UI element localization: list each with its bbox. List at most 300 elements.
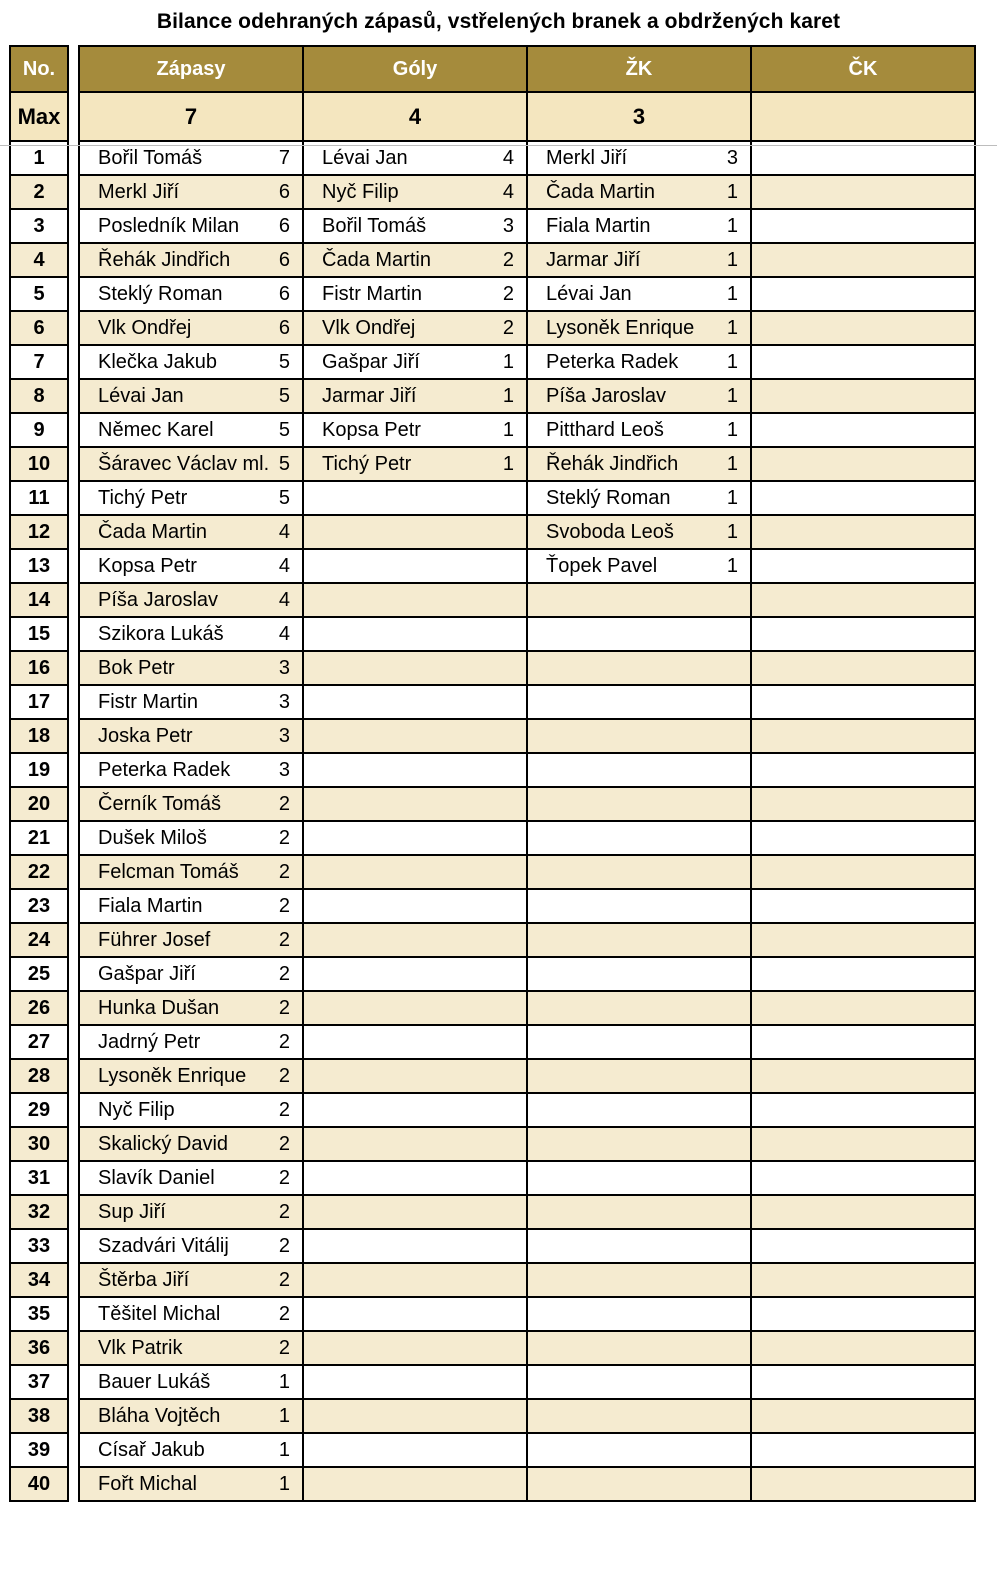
matches-count: 2 (278, 1234, 290, 1257)
row-number: 13 (10, 549, 68, 583)
goals-cell (303, 1093, 527, 1127)
matches-count: 6 (278, 214, 290, 237)
goals-cell (303, 311, 527, 345)
goals-cell (303, 447, 527, 481)
row-number: 20 (10, 787, 68, 821)
table-row (10, 821, 68, 855)
table-row (10, 175, 68, 209)
matches-player-name: Posledník Milan (98, 214, 240, 237)
matches-count: 5 (278, 486, 290, 509)
red-cards-cell (751, 1059, 975, 1093)
yellow-cards-cell (527, 787, 751, 821)
table-row (10, 1467, 68, 1501)
matches-player-name: Tichý Petr (98, 486, 188, 509)
red-cards-cell (751, 345, 975, 379)
yellow-cards-cell (527, 311, 751, 345)
matches-player-name: Těšitel Michal (98, 1302, 221, 1325)
yellow-cards-count: 1 (726, 384, 738, 407)
table-row (79, 855, 975, 889)
yellow-cards-cell (527, 651, 751, 685)
matches-player-name: Bláha Vojtěch (98, 1404, 221, 1427)
max-label: Max (10, 92, 68, 141)
matches-player-name: Šáravec Václav ml. (98, 452, 270, 475)
yellow-cards-cell (527, 991, 751, 1025)
row-number: 2 (10, 175, 68, 209)
red-cards-cell (751, 447, 975, 481)
matches-cell (79, 1365, 303, 1399)
matches-cell (79, 481, 303, 515)
table-row (10, 957, 68, 991)
red-cards-cell (751, 481, 975, 515)
goals-cell (303, 243, 527, 277)
goals-cell (303, 549, 527, 583)
table-row (79, 685, 975, 719)
yellow-cards-player-name: Ťopek Pavel (546, 554, 658, 577)
goals-player-name: Čada Martin (322, 248, 431, 271)
row-number: 11 (10, 481, 68, 515)
yellow-cards-cell (527, 515, 751, 549)
matches-player-name: Řehák Jindřich (98, 248, 231, 271)
goals-cell (303, 1161, 527, 1195)
matches-count: 5 (278, 418, 290, 441)
matches-cell (79, 549, 303, 583)
table-row (10, 1263, 68, 1297)
matches-player-name: Slavík Daniel (98, 1166, 215, 1189)
matches-player-name: Fiala Martin (98, 894, 203, 917)
goals-cell (303, 923, 527, 957)
matches-player-name: Fořt Michal (98, 1472, 197, 1495)
matches-player-name: Klečka Jakub (98, 350, 217, 373)
red-cards-cell (751, 957, 975, 991)
matches-player-name: Hunka Dušan (98, 996, 220, 1019)
row-number: 8 (10, 379, 68, 413)
table-row (79, 753, 975, 787)
yellow-cards-cell (527, 821, 751, 855)
goals-cell (303, 1297, 527, 1331)
red-cards-cell (751, 1365, 975, 1399)
goals-cell (303, 481, 527, 515)
yellow-cards-cell (527, 447, 751, 481)
row-number: 17 (10, 685, 68, 719)
table-row (79, 277, 975, 311)
table-row (10, 379, 68, 413)
yellow-cards-cell (527, 413, 751, 447)
table-row (79, 923, 975, 957)
red-cards-cell (751, 1297, 975, 1331)
yellow-cards-cell (527, 685, 751, 719)
matches-cell (79, 1195, 303, 1229)
table-row (10, 141, 68, 175)
goals-cell (303, 209, 527, 243)
header-zapasy: Zápasy (79, 46, 303, 92)
matches-count: 2 (278, 860, 290, 883)
table-row (79, 1365, 975, 1399)
goals-cell (303, 957, 527, 991)
yellow-cards-count: 1 (726, 520, 738, 543)
matches-count: 2 (278, 1098, 290, 1121)
matches-player-name: Merkl Jiří (98, 180, 180, 203)
red-cards-cell (751, 1399, 975, 1433)
goals-count: 1 (502, 350, 514, 373)
yellow-cards-cell (527, 1229, 751, 1263)
matches-cell (79, 855, 303, 889)
red-cards-cell (751, 243, 975, 277)
goals-count: 4 (502, 146, 514, 169)
row-number: 10 (10, 447, 68, 481)
red-cards-cell (751, 923, 975, 957)
yellow-cards-player-name: Čada Martin (546, 180, 655, 203)
red-cards-cell (751, 311, 975, 345)
red-cards-cell (751, 821, 975, 855)
matches-count: 6 (278, 248, 290, 271)
row-number: 23 (10, 889, 68, 923)
table-row (10, 1059, 68, 1093)
row-number: 38 (10, 1399, 68, 1433)
matches-cell (79, 1127, 303, 1161)
red-cards-cell (751, 413, 975, 447)
row-number: 26 (10, 991, 68, 1025)
goals-cell (303, 1467, 527, 1501)
matches-cell (79, 685, 303, 719)
matches-player-name: Bauer Lukáš (98, 1370, 211, 1393)
table-row (10, 991, 68, 1025)
table-row (10, 719, 68, 753)
matches-player-name: Dušek Miloš (98, 826, 207, 849)
red-cards-cell (751, 719, 975, 753)
yellow-cards-cell (527, 481, 751, 515)
table-row (79, 549, 975, 583)
separator-line (0, 145, 997, 146)
table-row (10, 855, 68, 889)
goals-cell (303, 617, 527, 651)
table-row (79, 991, 975, 1025)
matches-count: 3 (278, 690, 290, 713)
red-cards-cell (751, 1161, 975, 1195)
matches-cell (79, 651, 303, 685)
yellow-cards-cell (527, 889, 751, 923)
red-cards-cell (751, 753, 975, 787)
table-row (10, 583, 68, 617)
table-row (10, 1161, 68, 1195)
goals-cell (303, 1059, 527, 1093)
matches-player-name: Černík Tomáš (98, 792, 222, 815)
yellow-cards-cell (527, 1195, 751, 1229)
matches-player-name: Bořil Tomáš (98, 146, 203, 169)
table-row (10, 1195, 68, 1229)
table-row (79, 515, 975, 549)
matches-cell (79, 209, 303, 243)
table-row (10, 447, 68, 481)
table-row (79, 1467, 975, 1501)
goals-cell (303, 277, 527, 311)
matches-count: 2 (278, 962, 290, 985)
table-row (79, 957, 975, 991)
row-number: 31 (10, 1161, 68, 1195)
goals-cell (303, 1195, 527, 1229)
row-number: 32 (10, 1195, 68, 1229)
matches-count: 2 (278, 928, 290, 951)
goals-cell (303, 175, 527, 209)
matches-count: 2 (278, 894, 290, 917)
red-cards-cell (751, 583, 975, 617)
red-cards-cell (751, 1331, 975, 1365)
yellow-cards-cell (527, 583, 751, 617)
matches-cell (79, 1025, 303, 1059)
matches-cell (79, 923, 303, 957)
matches-cell (79, 1297, 303, 1331)
goals-count: 2 (502, 282, 514, 305)
table-row (10, 1331, 68, 1365)
yellow-cards-count: 1 (726, 214, 738, 237)
matches-count: 2 (278, 1302, 290, 1325)
table-row (79, 1399, 975, 1433)
matches-player-name: Peterka Radek (98, 758, 231, 781)
matches-count: 4 (278, 622, 290, 645)
matches-cell (79, 277, 303, 311)
table-row (79, 1161, 975, 1195)
matches-cell (79, 957, 303, 991)
table-row (10, 481, 68, 515)
matches-cell (79, 1399, 303, 1433)
yellow-cards-player-name: Řehák Jindřich (546, 452, 679, 475)
matches-count: 4 (278, 520, 290, 543)
goals-cell (303, 855, 527, 889)
row-number: 35 (10, 1297, 68, 1331)
table-row (79, 141, 975, 175)
matches-cell (79, 243, 303, 277)
goals-count: 4 (502, 180, 514, 203)
max-zapasy: 7 (79, 92, 303, 141)
goals-cell (303, 1399, 527, 1433)
matches-cell (79, 413, 303, 447)
row-number: 29 (10, 1093, 68, 1127)
yellow-cards-cell (527, 345, 751, 379)
matches-player-name: Štěrba Jiří (98, 1268, 190, 1291)
matches-cell (79, 719, 303, 753)
row-number: 5 (10, 277, 68, 311)
matches-player-name: Vlk Ondřej (98, 316, 192, 339)
row-number: 30 (10, 1127, 68, 1161)
matches-count: 4 (278, 588, 290, 611)
table-row (79, 1127, 975, 1161)
table-row (10, 549, 68, 583)
row-number: 12 (10, 515, 68, 549)
yellow-cards-count: 1 (726, 350, 738, 373)
yellow-cards-cell (527, 1161, 751, 1195)
red-cards-cell (751, 855, 975, 889)
row-number: 27 (10, 1025, 68, 1059)
matches-player-name: Führer Josef (98, 928, 211, 951)
red-cards-cell (751, 175, 975, 209)
number-column-table (9, 45, 69, 1502)
yellow-cards-player-name: Peterka Radek (546, 350, 679, 373)
yellow-cards-cell (527, 141, 751, 175)
goals-count: 2 (502, 316, 514, 339)
matches-cell (79, 1433, 303, 1467)
yellow-cards-cell (527, 1433, 751, 1467)
matches-player-name: Vlk Patrik (98, 1336, 183, 1359)
matches-count: 3 (278, 724, 290, 747)
matches-player-name: Němec Karel (98, 418, 214, 441)
yellow-cards-cell (527, 957, 751, 991)
table-row (79, 413, 975, 447)
row-number: 21 (10, 821, 68, 855)
matches-count: 5 (278, 350, 290, 373)
goals-cell (303, 651, 527, 685)
table-row (79, 787, 975, 821)
goals-cell (303, 1365, 527, 1399)
matches-player-name: Nyč Filip (98, 1098, 175, 1121)
table-row (79, 481, 975, 515)
yellow-cards-count: 1 (726, 248, 738, 271)
matches-cell (79, 991, 303, 1025)
goals-player-name: Nyč Filip (322, 180, 399, 203)
row-number: 9 (10, 413, 68, 447)
table-row (10, 209, 68, 243)
matches-count: 5 (278, 384, 290, 407)
red-cards-cell (751, 787, 975, 821)
matches-player-name: Skalický David (98, 1132, 229, 1155)
yellow-cards-cell (527, 1331, 751, 1365)
goals-player-name: Lévai Jan (322, 146, 408, 169)
table-row (79, 1195, 975, 1229)
matches-player-name: Sup Jiří (98, 1200, 166, 1223)
table-row (10, 311, 68, 345)
matches-player-name: Lysoněk Enrique (98, 1064, 247, 1087)
table-row (79, 175, 975, 209)
row-number: 28 (10, 1059, 68, 1093)
matches-cell (79, 447, 303, 481)
yellow-cards-cell (527, 277, 751, 311)
row-number: 14 (10, 583, 68, 617)
matches-count: 2 (278, 1268, 290, 1291)
yellow-cards-count: 1 (726, 418, 738, 441)
yellow-cards-cell (527, 1399, 751, 1433)
yellow-cards-player-name: Pitthard Leoš (546, 418, 664, 441)
red-cards-cell (751, 209, 975, 243)
table-row (79, 209, 975, 243)
yellow-cards-cell (527, 1467, 751, 1501)
goals-cell (303, 141, 527, 175)
red-cards-cell (751, 1025, 975, 1059)
matches-player-name: Gašpar Jiří (98, 962, 196, 985)
table-row (79, 1331, 975, 1365)
row-number: 22 (10, 855, 68, 889)
header-goly: Góly (303, 46, 527, 92)
goals-player-name: Fistr Martin (322, 282, 422, 305)
table-row (10, 787, 68, 821)
row-number: 4 (10, 243, 68, 277)
matches-player-name: Fistr Martin (98, 690, 198, 713)
goals-player-name: Jarmar Jiří (322, 384, 417, 407)
table-row (10, 1127, 68, 1161)
red-cards-cell (751, 889, 975, 923)
table-row (10, 1229, 68, 1263)
matches-count: 1 (278, 1438, 290, 1461)
goals-count: 2 (502, 248, 514, 271)
table-row (79, 447, 975, 481)
matches-count: 6 (278, 316, 290, 339)
page-title: Bilance odehraných zápasů, vstřelených branek a obdržených karet (156, 10, 841, 33)
table-row (10, 753, 68, 787)
table-row (10, 1433, 68, 1467)
row-number: 19 (10, 753, 68, 787)
matches-count: 2 (278, 1336, 290, 1359)
matches-count: 2 (278, 792, 290, 815)
matches-cell (79, 345, 303, 379)
table-row (10, 413, 68, 447)
matches-player-name: Szikora Lukáš (98, 622, 224, 645)
goals-player-name: Bořil Tomáš (322, 214, 427, 237)
goals-cell (303, 889, 527, 923)
yellow-cards-cell (527, 923, 751, 957)
row-number: 18 (10, 719, 68, 753)
yellow-cards-count: 1 (726, 554, 738, 577)
red-cards-cell (751, 1433, 975, 1467)
row-number: 7 (10, 345, 68, 379)
yellow-cards-cell (527, 617, 751, 651)
table-row (79, 1025, 975, 1059)
goals-cell (303, 583, 527, 617)
table-row (79, 243, 975, 277)
yellow-cards-cell (527, 243, 751, 277)
matches-player-name: Kopsa Petr (98, 554, 197, 577)
goals-cell (303, 345, 527, 379)
matches-cell (79, 1331, 303, 1365)
yellow-cards-cell (527, 1365, 751, 1399)
table-row (10, 1093, 68, 1127)
yellow-cards-cell (527, 175, 751, 209)
matches-count: 3 (278, 656, 290, 679)
yellow-cards-cell (527, 1059, 751, 1093)
yellow-cards-cell (527, 1297, 751, 1331)
matches-player-name: Císař Jakub (98, 1438, 205, 1461)
goals-player-name: Vlk Ondřej (322, 316, 416, 339)
table-row (79, 1059, 975, 1093)
matches-cell (79, 1093, 303, 1127)
table-row (10, 277, 68, 311)
goals-cell (303, 1025, 527, 1059)
matches-count: 7 (278, 146, 290, 169)
goals-cell (303, 1127, 527, 1161)
red-cards-cell (751, 379, 975, 413)
matches-count: 6 (278, 282, 290, 305)
yellow-cards-cell (527, 1025, 751, 1059)
row-number: 6 (10, 311, 68, 345)
matches-cell (79, 821, 303, 855)
matches-count: 2 (278, 1200, 290, 1223)
yellow-cards-cell (527, 549, 751, 583)
yellow-cards-count: 1 (726, 316, 738, 339)
table-row (79, 651, 975, 685)
matches-cell (79, 583, 303, 617)
matches-player-name: Píša Jaroslav (98, 588, 219, 611)
yellow-cards-player-name: Lévai Jan (546, 282, 632, 305)
row-number: 24 (10, 923, 68, 957)
goals-cell (303, 1433, 527, 1467)
header-zk: ŽK (527, 46, 751, 92)
table-row (79, 345, 975, 379)
goals-cell (303, 753, 527, 787)
red-cards-cell (751, 1229, 975, 1263)
table-row (79, 1433, 975, 1467)
yellow-cards-cell (527, 719, 751, 753)
red-cards-cell (751, 515, 975, 549)
yellow-cards-player-name: Píša Jaroslav (546, 384, 667, 407)
matches-cell (79, 1467, 303, 1501)
yellow-cards-count: 1 (726, 486, 738, 509)
table-row (79, 617, 975, 651)
